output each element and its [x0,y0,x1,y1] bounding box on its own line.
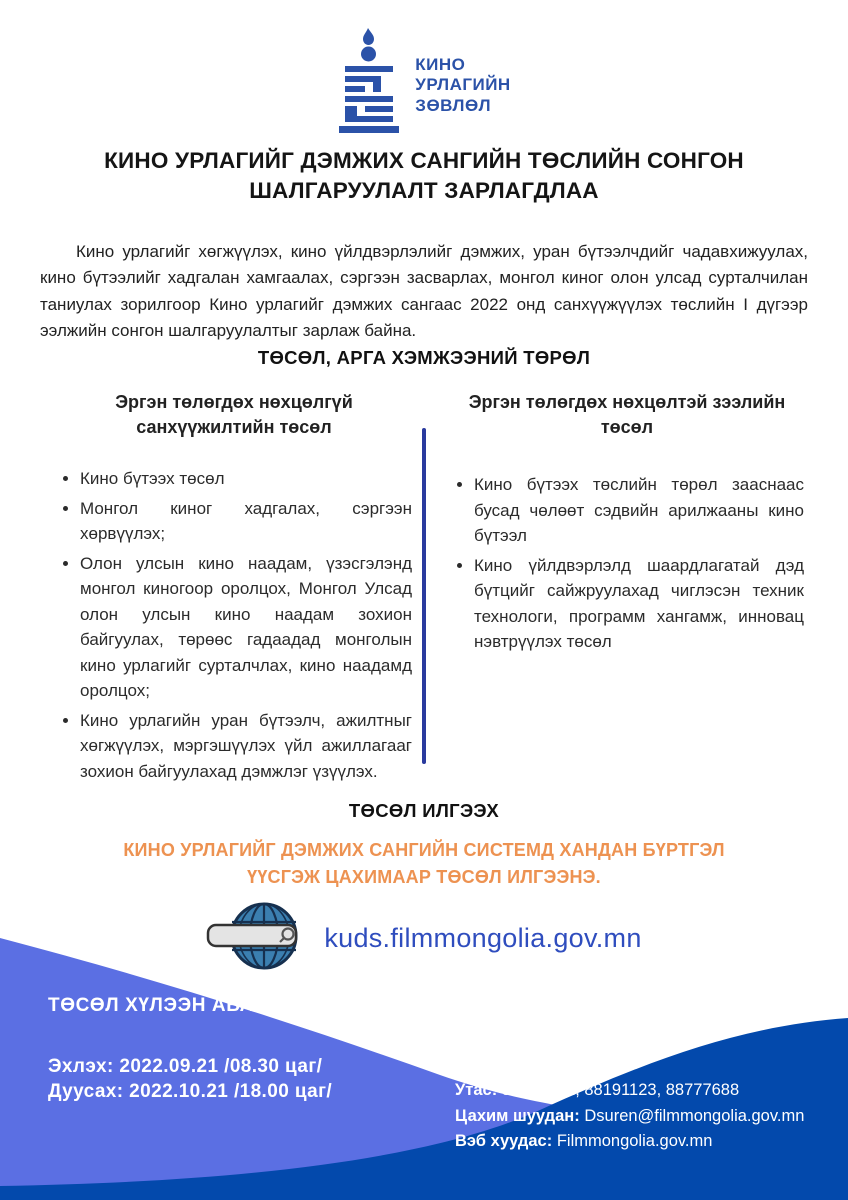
page-title: КИНО УРЛАГИЙГ ДЭМЖИХ САНГИЙН ТӨСЛИЙН СОНГОН ШАЛГАРУУЛАЛТ ЗАРЛАГДЛАА [104,148,744,203]
intro-paragraph: Кино урлагийг хөгжүүлэх, кино үйлдвэрлэлийг дэмжих, уран бүтээлчдийг чадавхижуулах, кино бүтээлийг хадгалан хамгаалах, сэргээн засварлах, монгол киног олон улсад сурталчилан таниулах зорилгоор Кино урлагийг дэмжих сангаас 2022 онд санхүүжүүлэх төслийн I дүгээр ээлжийн сонгон шалгаруулалтыг зарлаж байна. [40,242,808,341]
film-council-emblem-icon [337,28,401,143]
column-loan-heading: Эргэн төлөгдөх нөхцөлтэй зээлийн төсөл [468,392,786,438]
contact-web-line [455,1129,804,1155]
submission-url: kuds.filmmongolia.gov.mn [324,923,642,953]
deadline-heading: ТӨСӨЛ ХҮЛЭЭН АВАХ ХУГАЦАА: [48,995,374,1016]
web-address: Filmmongolia.gov.mn [556,1132,713,1151]
loan-project-list [450,472,804,655]
list-item: • Кино бүтээх төсөл [80,466,412,492]
list-item: • Монгол киног хадгалах, сэргээн хөрвүүлэх; [80,496,412,547]
org-name-line1: КИНО [415,55,466,75]
submit-instruction: КИНО УРЛАГИЙГ ДЭМЖИХ САНГИЙН СИСТЕМД ХАНДАН БҮРТГЭЛ ҮҮСГЭЖ ЦАХИМААР ТӨСӨЛ ИЛГЭЭНЭ. [123,840,725,887]
deadline-block [48,995,373,1104]
deadline-start: Эхлэх: 2022.09.21 /08.30 цаг/ [48,1056,323,1077]
email-address: Dsuren@filmmongolia.gov.mn [584,1106,805,1125]
grant-project-list [56,466,412,784]
section-heading-types: ТӨСӨЛ, АРГА ХЭМЖЭЭНИЙ ТӨРӨЛ [257,347,591,368]
org-name-line3: ЗӨВЛӨЛ [415,95,492,115]
column-divider [422,428,426,764]
org-name-line2: УРЛАГИЙН [415,75,511,95]
phone-label: Утас: [455,1081,498,1099]
phone-numbers: 93229322, 88191123, 88777688 [501,1081,740,1099]
contact-email-line [455,1104,804,1130]
column-grant-heading: Эргэн төлөгдөх нөхцөлгүй санхүүжилтийн төсөл [115,392,353,438]
list-item: • Кино урлагийн уран бүтээлч, ажилтныг хөгжүүлэх, мэргэшүүлэх үйл ажиллагааг зохион байгуулахад дэмжлэг үзүүлэх. [80,708,412,785]
deadline-end: Дуусах: 2022.10.21 /18.00 цаг/ [48,1080,333,1102]
list-item: • Кино үйлдвэрлэлд шаардлагатай дэд бүтцийг сайжруулахад чиглэсэн техник технологи, программ хангамж, инновац нэвтрүүлэх төсөл [474,553,804,655]
web-label: Вэб хуудас: [455,1132,553,1151]
org-name [415,55,510,115]
list-item: • Олон улсын кино наадам, үзэсгэлэнд монгол киногоор оролцох, Монгол Улсад олон улсын кино наадам зохион байгуулах, төрөөс гадаадад монголын кино урлагийг сурталчлах, кино наадамд оролцох; [80,551,412,704]
email-label: Цахим шуудан: [455,1106,580,1125]
column-grant-projects [56,390,412,788]
list-item: • Кино бүтээх төслийн төрөл зааснаас бусад чөлөөт сэдвийн арилжааны кино бүтээл [474,472,804,549]
contact-block [455,1078,804,1155]
column-loan-projects [450,390,804,659]
section-heading-submit: ТӨСӨЛ ИЛГЭЭХ [348,800,500,821]
org-logo [0,28,848,143]
contact-phone-line [455,1078,804,1104]
